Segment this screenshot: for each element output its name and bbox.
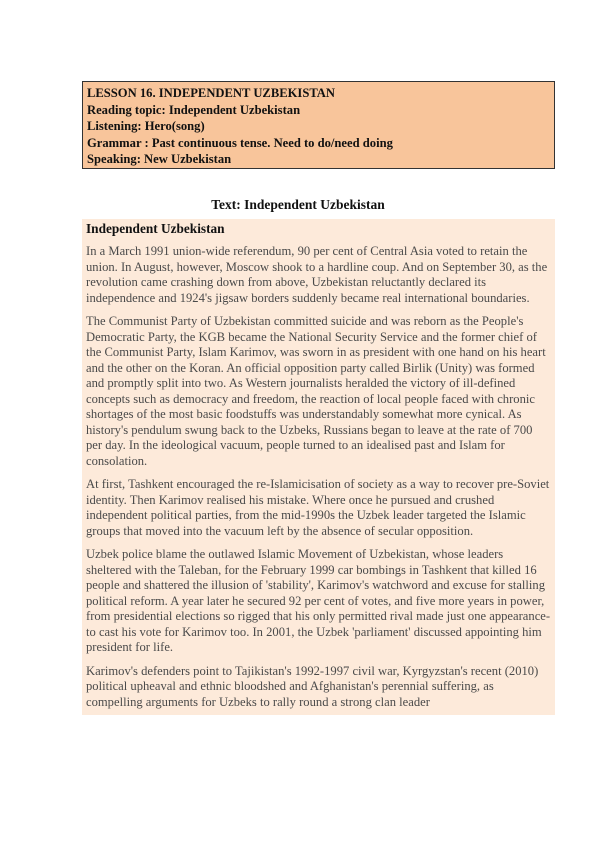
article-paragraph: Uzbek police blame the outlawed Islamic Movement of Uzbekistan, whose leaders sheltered with the Taleban, for the February 1999 car bombings in Tashkent that killed 16 people and shattered the illusion of 'stability', Karimov's watchword and excuse for stalling political reform. A year later he secured 92 per cent of votes, and five more years in power, from presidential elections so rigged that his only permitted rival made just one appearance-to cast his vote for Karimov too. In 2001, the Uzbek 'parliament' discussed appointing him president for life.: [86, 547, 551, 654]
speaking-topic: Speaking: New Uzbekistan: [87, 152, 232, 167]
lesson-title: LESSON 16. INDEPENDENT UZBEKISTAN: [87, 86, 335, 100]
lesson-header-box: [82, 81, 555, 169]
article-body: [82, 219, 555, 715]
article-paragraph: At first, Tashkent encouraged the re-Islamicisation of society as a way to recover pre-Soviet identity. Then Karimov realised his mistake. Where once he pursued and crushed independent political parties, from the mid-1990s the Uzbek leader targeted the Islamic groups that moved into the vacuum left by the absence of secular opposition.: [86, 477, 550, 538]
article-paragraph: The Communist Party of Uzbekistan committed suicide and was reborn as the People's Democratic Party, the KGB became the National Security Service and the former chief of the Communist Party, Islam Karimov, was sworn in as president with one hand on his heart and the other on the Koran. An official opposition party called Birlik (Unity) was formed and promptly split into two. As Western journalists heralded the victory of ill-defined concepts such as democracy and freedom, the reaction of local people faced with chronic shortages of the most basic foodstuffs was understandably somewhat more cynical. As history's pendulum swung back to the Uzbeks, Russians began to leave at the rate of 700 per day. In the ideological vacuum, people turned to an idealised past and Islam for consolation.: [86, 314, 546, 468]
article-paragraph: Karimov's defenders point to Tajikistan's 1992-1997 civil war, Kyrgyzstan's recent (2010) political upheaval and ethnic bloodshed and Afghanistan's perennial suffering, as compelling arguments for Uzbeks to rally round a strong clan leader: [86, 663, 539, 709]
reading-topic: Reading topic: Independent Uzbekistan: [87, 102, 301, 117]
article-paragraph: In a March 1991 union-wide referendum, 90 per cent of Central Asia voted to retain the union. In August, however, Moscow shook to a hardline coup. And on September 30, as the revolution came crashing down from above, Uzbekistan reluctantly declared its independence and 1924's jigsaw borders suddenly became real international boundaries.: [86, 244, 548, 305]
article-heading: Independent Uzbekistan: [86, 221, 225, 236]
text-title: Text: Independent Uzbekistan: [211, 197, 385, 212]
listening-topic: Listening: Hero(song): [87, 119, 205, 134]
grammar-topic: Grammar : Past continuous tense. Need to do/need doing: [87, 135, 393, 150]
